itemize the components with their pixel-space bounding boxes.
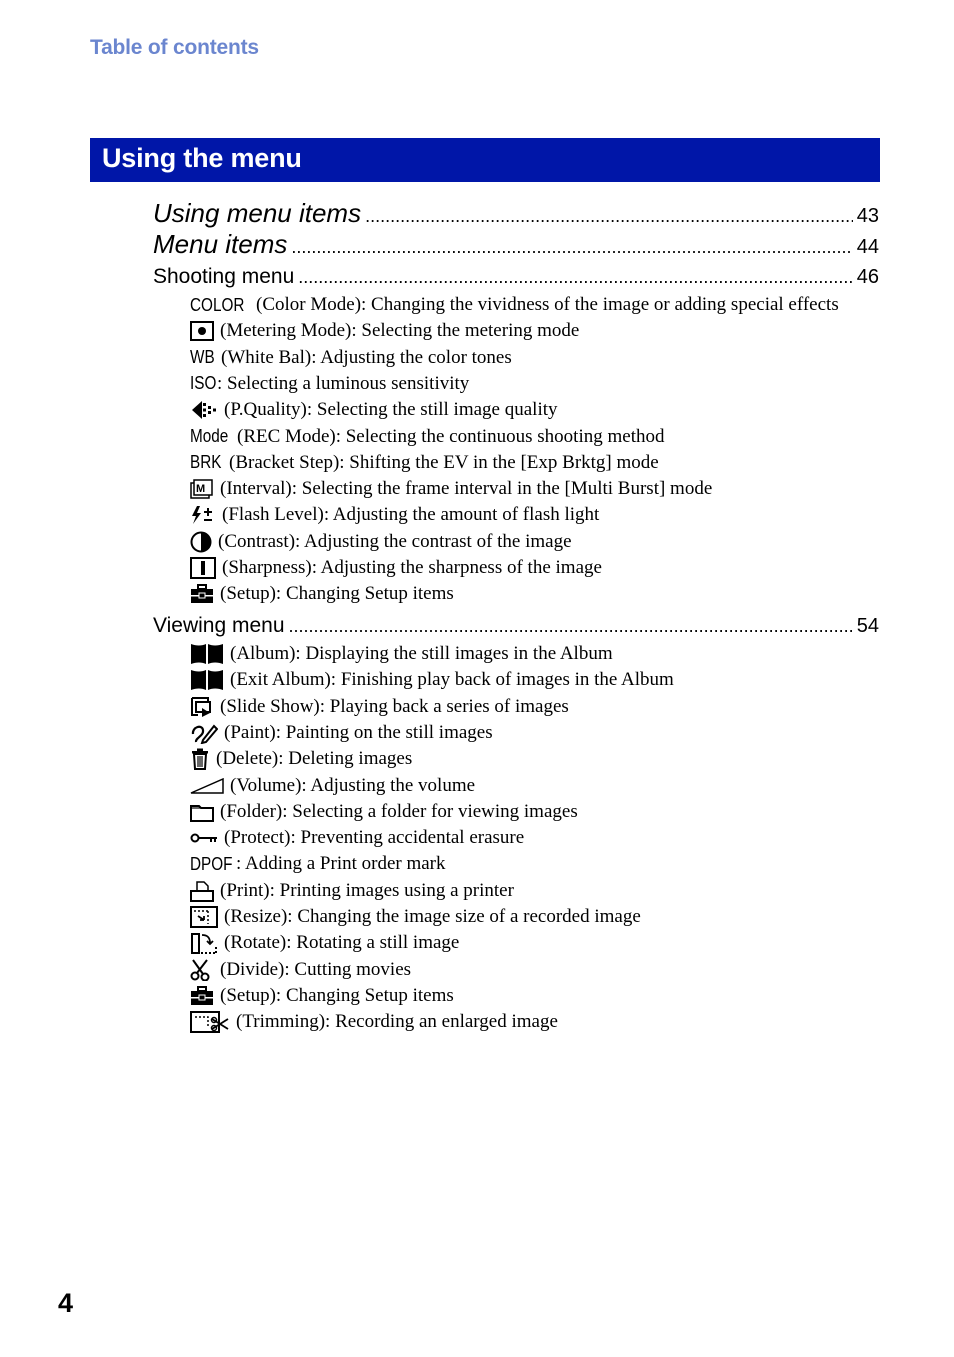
svg-text:M: M	[196, 483, 206, 496]
section-title: Using the menu	[102, 143, 302, 173]
menu-item-description: (Interval): Selecting the frame interval in the [Multi Burst] mode	[220, 478, 713, 500]
leader-dots	[289, 616, 853, 637]
toc-entry-page: 44	[856, 236, 879, 258]
menu-item-description: (Metering Mode): Selecting the metering mode	[220, 320, 580, 342]
trash-icon	[190, 748, 210, 770]
menu-item	[190, 425, 665, 449]
menu-item	[190, 668, 674, 692]
toc-entry-label: Using menu items	[153, 198, 362, 228]
menu-item-description: (Sharpness): Adjusting the sharpness of the image	[222, 557, 602, 578]
paint-icon	[190, 722, 218, 744]
menu-item-description: (P.Quality): Selecting the still image quality	[224, 399, 558, 421]
menu-item-description: : Selecting a luminous sensitivity	[217, 372, 470, 394]
scissors-icon	[190, 959, 214, 981]
menu-item-description: (Protect): Preventing accidental erasure	[224, 827, 525, 849]
menu-item	[190, 800, 578, 824]
menu-item-abbreviation: WB	[190, 347, 215, 368]
menu-item	[190, 530, 572, 554]
menu-item	[190, 984, 454, 1008]
folder-icon	[190, 802, 214, 822]
print-icon	[190, 880, 214, 902]
menu-item-abbreviation: DPOF	[190, 853, 233, 874]
quality-icon	[190, 399, 218, 421]
leader-dots	[298, 267, 852, 288]
menu-item	[190, 1010, 558, 1034]
toc-entry-label: Viewing menu	[153, 614, 285, 637]
menu-item-description: (Setup): Changing Setup items	[220, 984, 454, 1006]
resize-icon	[190, 906, 218, 928]
menu-item-description: (Divide): Cutting movies	[220, 958, 412, 980]
menu-item	[190, 293, 839, 317]
menu-item	[190, 852, 446, 876]
menu-item-description: (Setup): Changing Setup items	[220, 583, 454, 605]
menu-item	[190, 695, 569, 719]
menu-item-abbreviation: Mode	[190, 426, 229, 446]
menu-item	[190, 319, 579, 343]
menu-item	[190, 556, 602, 580]
menu-item	[190, 372, 469, 396]
menu-item-description: (Bracket Step): Shifting the EV in the [Exp Brktg] mode	[229, 451, 659, 473]
menu-item-description: (Print): Printing images using a printer	[220, 879, 514, 901]
toc-entry-label: Shooting menu	[153, 265, 295, 288]
menu-item	[190, 503, 599, 527]
menu-item	[190, 931, 459, 955]
key-icon	[190, 832, 218, 844]
menu-item	[190, 477, 712, 501]
interval-icon	[190, 479, 214, 499]
toc-entry-using-menu-items[interactable]	[153, 198, 879, 229]
metering-icon	[190, 321, 214, 341]
toc-entry-page: 46	[856, 266, 879, 288]
menu-item-description: (Exit Album): Finishing play back of images in the Album	[230, 669, 674, 691]
menu-item	[190, 747, 412, 771]
menu-item	[190, 879, 514, 903]
menu-item-description: (Flash Level): Adjusting the amount of flash light	[222, 504, 600, 526]
sharpness-icon	[190, 557, 216, 579]
toc-entry-shooting-menu[interactable]	[153, 265, 879, 289]
toc-entry-viewing-menu[interactable]	[153, 614, 879, 638]
menu-item-description: (Folder): Selecting a folder for viewing images	[220, 800, 578, 822]
menu-item	[190, 398, 558, 422]
volume-icon	[190, 778, 224, 794]
menu-item	[190, 721, 493, 745]
album-icon	[190, 669, 224, 691]
album-icon	[190, 643, 224, 665]
menu-item	[190, 451, 659, 475]
menu-item	[190, 642, 613, 666]
slideshow-icon	[190, 696, 214, 718]
menu-item-description: : Adding a Print order mark	[236, 853, 446, 875]
menu-item-description: (Volume): Adjusting the volume	[230, 774, 476, 796]
menu-item-description: (Resize): Changing the image size of a recorded image	[224, 906, 641, 927]
menu-item-description: (Trimming): Recording an enlarged image	[236, 1011, 558, 1033]
table-of-contents-link[interactable]: Table of contents	[90, 36, 259, 59]
toc-entry-page: 54	[856, 615, 879, 637]
menu-item-description: (White Bal): Adjusting the color tones	[221, 346, 512, 368]
menu-item-description: (Contrast): Adjusting the contrast of the image	[218, 530, 572, 552]
trimming-icon	[190, 1011, 230, 1033]
menu-item	[190, 582, 454, 606]
menu-item-description: (Paint): Painting on the still images	[224, 721, 493, 743]
leader-dots	[365, 206, 853, 227]
contrast-icon	[190, 531, 212, 553]
setup-toolbox-icon	[190, 986, 214, 1006]
menu-item-description: (REC Mode): Selecting the continuous shooting method	[237, 425, 665, 447]
toc-entry-page: 43	[856, 205, 879, 227]
menu-item-abbreviation: BRK	[190, 452, 222, 473]
setup-toolbox-icon	[190, 584, 214, 604]
menu-item	[190, 958, 411, 982]
rotate-icon	[190, 932, 218, 954]
section-header	[90, 138, 880, 182]
menu-item-description: (Color Mode): Changing the vividness of the image or adding special effects	[256, 294, 839, 315]
menu-item	[190, 905, 641, 929]
toc-entry-label: Menu items	[153, 229, 288, 259]
menu-item-description: (Slide Show): Playing back a series of images	[220, 695, 569, 717]
menu-item-description: (Album): Displaying the still images in the Album	[230, 643, 613, 664]
leader-dots	[291, 237, 852, 258]
page-number: 4	[58, 1288, 74, 1318]
menu-item-description: (Delete): Deleting images	[216, 748, 413, 770]
menu-item-abbreviation: COLOR	[190, 294, 245, 315]
menu-item	[190, 826, 524, 850]
menu-item-description: (Rotate): Rotating a still image	[224, 932, 460, 954]
flash-level-icon	[190, 505, 216, 525]
menu-item	[190, 774, 475, 798]
toc-entry-menu-items[interactable]	[153, 229, 879, 260]
menu-item	[190, 346, 512, 370]
menu-item-abbreviation: ISO	[190, 373, 217, 394]
